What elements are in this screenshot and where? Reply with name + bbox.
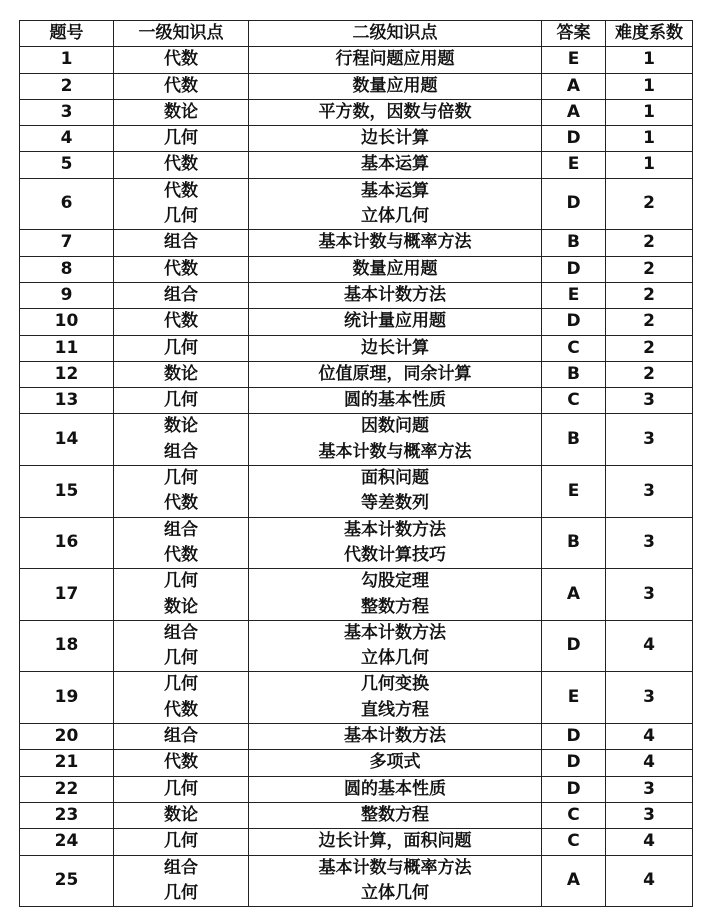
question-number-cell: 3: [20, 99, 114, 125]
level2-knowledge-cell: [249, 282, 542, 308]
difficulty-cell: 4: [606, 724, 693, 750]
level1-knowledge-cell: [114, 178, 249, 230]
difficulty-cell: 2: [606, 230, 693, 256]
level1-knowledge-cell: [114, 282, 249, 308]
answer-cell: E: [542, 47, 606, 73]
level1-knowledge-item: 几何: [164, 571, 198, 592]
header-level2-knowledge: 二级知识点: [249, 21, 542, 47]
question-number-cell: 17: [20, 569, 114, 621]
difficulty-cell: 1: [606, 99, 693, 125]
header-level1-knowledge: 一级知识点: [114, 21, 249, 47]
level1-knowledge-item: 代数: [164, 544, 198, 565]
level2-knowledge-cell: [249, 178, 542, 230]
table-row: [20, 361, 693, 387]
level1-knowledge-item: 组合: [164, 441, 198, 462]
difficulty-cell: 2: [606, 309, 693, 335]
difficulty-cell: 2: [606, 178, 693, 230]
question-number-cell: 23: [20, 802, 114, 828]
level2-knowledge-item: 边长计算: [361, 337, 429, 358]
level2-knowledge-item: 行程问题应用题: [335, 49, 455, 70]
answer-cell: C: [542, 335, 606, 361]
table-row: [20, 230, 693, 256]
knowledge-point-table: [19, 20, 693, 907]
level2-knowledge-item: 整数方程: [361, 804, 429, 825]
level2-knowledge-item: 面积问题: [361, 468, 429, 489]
table-row: [20, 178, 693, 230]
question-number-cell: 2: [20, 73, 114, 99]
difficulty-cell: 1: [606, 47, 693, 73]
level2-knowledge-item: 基本计数方法: [344, 622, 446, 643]
question-number-cell: 5: [20, 152, 114, 178]
level2-knowledge-cell: [249, 388, 542, 414]
level2-knowledge-item: 多项式: [369, 752, 421, 773]
answer-cell: E: [542, 466, 606, 518]
level2-knowledge-item: 直线方程: [361, 699, 429, 720]
table-row: [20, 750, 693, 776]
answer-cell: B: [542, 230, 606, 256]
level1-knowledge-cell: [114, 126, 249, 152]
table-row: [20, 335, 693, 361]
level1-knowledge-item: 组合: [164, 232, 198, 253]
level1-knowledge-item: 组合: [164, 622, 198, 643]
level2-knowledge-item: 代数计算技巧: [344, 544, 446, 565]
level1-knowledge-item: 代数: [164, 154, 198, 175]
level1-knowledge-cell: [114, 256, 249, 282]
question-number-cell: 7: [20, 230, 114, 256]
table-row: [20, 620, 693, 672]
header-difficulty: 难度系数: [606, 21, 693, 47]
answer-cell: A: [542, 569, 606, 621]
header-answer: 答案: [542, 21, 606, 47]
question-number-cell: 10: [20, 309, 114, 335]
question-number-cell: 16: [20, 517, 114, 569]
level2-knowledge-cell: [249, 517, 542, 569]
level1-knowledge-cell: [114, 620, 249, 672]
difficulty-cell: 3: [606, 414, 693, 466]
table-row: [20, 517, 693, 569]
level1-knowledge-item: 几何: [164, 337, 198, 358]
table-row: [20, 724, 693, 750]
level2-knowledge-item: 基本运算: [361, 154, 429, 175]
level2-knowledge-cell: [249, 335, 542, 361]
header-question-number: 题号: [20, 21, 114, 47]
question-number-cell: 8: [20, 256, 114, 282]
table-row: [20, 47, 693, 73]
level2-knowledge-item: 基本计数方法: [344, 519, 446, 540]
level1-knowledge-item: 代数: [164, 258, 198, 279]
table-row: [20, 776, 693, 802]
level2-knowledge-cell: [249, 309, 542, 335]
answer-cell: A: [542, 855, 606, 907]
question-number-cell: 15: [20, 466, 114, 518]
level1-knowledge-item: 数论: [164, 101, 198, 122]
question-number-cell: 11: [20, 335, 114, 361]
question-number-cell: 9: [20, 282, 114, 308]
level1-knowledge-item: 几何: [164, 831, 198, 852]
level2-knowledge-item: 基本计数与概率方法: [318, 441, 472, 462]
level1-knowledge-cell: [114, 152, 249, 178]
level1-knowledge-item: 组合: [164, 857, 198, 878]
level2-knowledge-item: 基本运算: [361, 180, 429, 201]
level2-knowledge-cell: [249, 47, 542, 73]
table-row: [20, 802, 693, 828]
level2-knowledge-item: 统计量应用题: [344, 311, 446, 332]
table-row: [20, 126, 693, 152]
difficulty-cell: 4: [606, 829, 693, 855]
answer-cell: D: [542, 126, 606, 152]
level2-knowledge-item: 勾股定理: [361, 571, 429, 592]
answer-cell: A: [542, 99, 606, 125]
level2-knowledge-item: 圆的基本性质: [344, 778, 446, 799]
answer-cell: D: [542, 620, 606, 672]
table-row: [20, 829, 693, 855]
level1-knowledge-item: 几何: [164, 778, 198, 799]
level2-knowledge-item: 立体几何: [361, 648, 429, 669]
level2-knowledge-item: 几何变换: [361, 674, 429, 695]
level2-knowledge-cell: [249, 855, 542, 907]
level1-knowledge-cell: [114, 829, 249, 855]
level1-knowledge-cell: [114, 309, 249, 335]
level2-knowledge-cell: [249, 361, 542, 387]
level1-knowledge-item: 组合: [164, 519, 198, 540]
question-number-cell: 1: [20, 47, 114, 73]
level2-knowledge-cell: [249, 750, 542, 776]
level2-knowledge-cell: [249, 829, 542, 855]
question-number-cell: 19: [20, 672, 114, 724]
difficulty-cell: 3: [606, 466, 693, 518]
level1-knowledge-item: 代数: [164, 180, 198, 201]
difficulty-cell: 2: [606, 361, 693, 387]
level2-knowledge-cell: [249, 230, 542, 256]
answer-cell: C: [542, 388, 606, 414]
level2-knowledge-cell: [249, 724, 542, 750]
difficulty-cell: 1: [606, 126, 693, 152]
answer-cell: A: [542, 73, 606, 99]
level2-knowledge-item: 基本计数与概率方法: [318, 857, 472, 878]
level1-knowledge-item: 几何: [164, 648, 198, 669]
level2-knowledge-cell: [249, 73, 542, 99]
answer-cell: C: [542, 802, 606, 828]
question-number-cell: 14: [20, 414, 114, 466]
level1-knowledge-item: 几何: [164, 128, 198, 149]
level2-knowledge-item: 圆的基本性质: [344, 390, 446, 411]
level2-knowledge-item: 位值原理，同余计算: [318, 363, 472, 384]
answer-cell: D: [542, 309, 606, 335]
level1-knowledge-cell: [114, 230, 249, 256]
answer-cell: D: [542, 256, 606, 282]
difficulty-cell: 2: [606, 256, 693, 282]
level2-knowledge-item: 因数问题: [361, 416, 429, 437]
level1-knowledge-item: 几何: [164, 468, 198, 489]
answer-cell: B: [542, 517, 606, 569]
level2-knowledge-item: 边长计算，面积问题: [318, 831, 472, 852]
level1-knowledge-item: 几何: [164, 882, 198, 903]
table-row: [20, 672, 693, 724]
level1-knowledge-cell: [114, 517, 249, 569]
level1-knowledge-item: 组合: [164, 726, 198, 747]
answer-cell: B: [542, 361, 606, 387]
level1-knowledge-item: 代数: [164, 752, 198, 773]
level1-knowledge-cell: [114, 724, 249, 750]
level1-knowledge-item: 组合: [164, 284, 198, 305]
question-number-cell: 6: [20, 178, 114, 230]
level2-knowledge-cell: [249, 569, 542, 621]
table-row: [20, 466, 693, 518]
level1-knowledge-item: 代数: [164, 75, 198, 96]
question-number-cell: 24: [20, 829, 114, 855]
level2-knowledge-item: 数量应用题: [352, 258, 438, 279]
level1-knowledge-cell: [114, 47, 249, 73]
answer-cell: D: [542, 724, 606, 750]
table-row: [20, 569, 693, 621]
level1-knowledge-cell: [114, 361, 249, 387]
table-row: [20, 388, 693, 414]
difficulty-cell: 3: [606, 672, 693, 724]
level2-knowledge-item: 立体几何: [361, 882, 429, 903]
table-row: [20, 152, 693, 178]
level1-knowledge-item: 数论: [164, 416, 198, 437]
answer-cell: E: [542, 152, 606, 178]
level1-knowledge-cell: [114, 335, 249, 361]
table-row: [20, 99, 693, 125]
level2-knowledge-item: 立体几何: [361, 206, 429, 227]
level2-knowledge-item: 基本计数方法: [344, 726, 446, 747]
level2-knowledge-item: 边长计算: [361, 128, 429, 149]
level2-knowledge-cell: [249, 256, 542, 282]
level2-knowledge-cell: [249, 99, 542, 125]
difficulty-cell: 3: [606, 388, 693, 414]
difficulty-cell: 4: [606, 750, 693, 776]
difficulty-cell: 3: [606, 517, 693, 569]
level2-knowledge-cell: [249, 466, 542, 518]
level1-knowledge-cell: [114, 414, 249, 466]
level2-knowledge-cell: [249, 152, 542, 178]
header-row: [20, 21, 693, 47]
difficulty-cell: 4: [606, 855, 693, 907]
table-row: [20, 282, 693, 308]
answer-cell: D: [542, 178, 606, 230]
difficulty-cell: 1: [606, 152, 693, 178]
level2-knowledge-item: 基本计数方法: [344, 284, 446, 305]
level1-knowledge-item: 几何: [164, 674, 198, 695]
level1-knowledge-item: 几何: [164, 390, 198, 411]
level1-knowledge-cell: [114, 388, 249, 414]
level1-knowledge-item: 数论: [164, 596, 198, 617]
table-row: [20, 855, 693, 907]
level1-knowledge-item: 数论: [164, 804, 198, 825]
answer-cell: B: [542, 414, 606, 466]
table-body: [20, 47, 693, 907]
level1-knowledge-cell: [114, 672, 249, 724]
level2-knowledge-cell: [249, 620, 542, 672]
table-row: [20, 309, 693, 335]
level1-knowledge-cell: [114, 569, 249, 621]
table-row: [20, 73, 693, 99]
question-number-cell: 20: [20, 724, 114, 750]
difficulty-cell: 1: [606, 73, 693, 99]
level1-knowledge-cell: [114, 776, 249, 802]
level2-knowledge-cell: [249, 802, 542, 828]
table-row: [20, 256, 693, 282]
level1-knowledge-item: 代数: [164, 49, 198, 70]
level1-knowledge-cell: [114, 802, 249, 828]
difficulty-cell: 3: [606, 569, 693, 621]
question-number-cell: 12: [20, 361, 114, 387]
level2-knowledge-item: 数量应用题: [352, 75, 438, 96]
level1-knowledge-cell: [114, 855, 249, 907]
level2-knowledge-cell: [249, 414, 542, 466]
level1-knowledge-item: 代数: [164, 493, 198, 514]
difficulty-cell: 2: [606, 335, 693, 361]
level1-knowledge-cell: [114, 466, 249, 518]
difficulty-cell: 2: [606, 282, 693, 308]
level1-knowledge-item: 数论: [164, 363, 198, 384]
level2-knowledge-cell: [249, 776, 542, 802]
answer-cell: E: [542, 672, 606, 724]
answer-cell: E: [542, 282, 606, 308]
level2-knowledge-cell: [249, 126, 542, 152]
level2-knowledge-item: 基本计数与概率方法: [318, 232, 472, 253]
difficulty-cell: 3: [606, 802, 693, 828]
level1-knowledge-cell: [114, 99, 249, 125]
level2-knowledge-item: 平方数，因数与倍数: [318, 101, 472, 122]
question-number-cell: 22: [20, 776, 114, 802]
question-number-cell: 13: [20, 388, 114, 414]
answer-cell: D: [542, 750, 606, 776]
level1-knowledge-item: 代数: [164, 699, 198, 720]
level2-knowledge-item: 整数方程: [361, 596, 429, 617]
level1-knowledge-item: 代数: [164, 311, 198, 332]
difficulty-cell: 4: [606, 620, 693, 672]
answer-cell: C: [542, 829, 606, 855]
question-number-cell: 18: [20, 620, 114, 672]
question-number-cell: 4: [20, 126, 114, 152]
table-row: [20, 414, 693, 466]
level1-knowledge-cell: [114, 750, 249, 776]
level2-knowledge-item: 等差数列: [361, 493, 429, 514]
level2-knowledge-cell: [249, 672, 542, 724]
answer-cell: D: [542, 776, 606, 802]
question-number-cell: 21: [20, 750, 114, 776]
level1-knowledge-item: 几何: [164, 206, 198, 227]
difficulty-cell: 3: [606, 776, 693, 802]
level1-knowledge-cell: [114, 73, 249, 99]
knowledge-point-table-container: [19, 20, 692, 907]
question-number-cell: 25: [20, 855, 114, 907]
